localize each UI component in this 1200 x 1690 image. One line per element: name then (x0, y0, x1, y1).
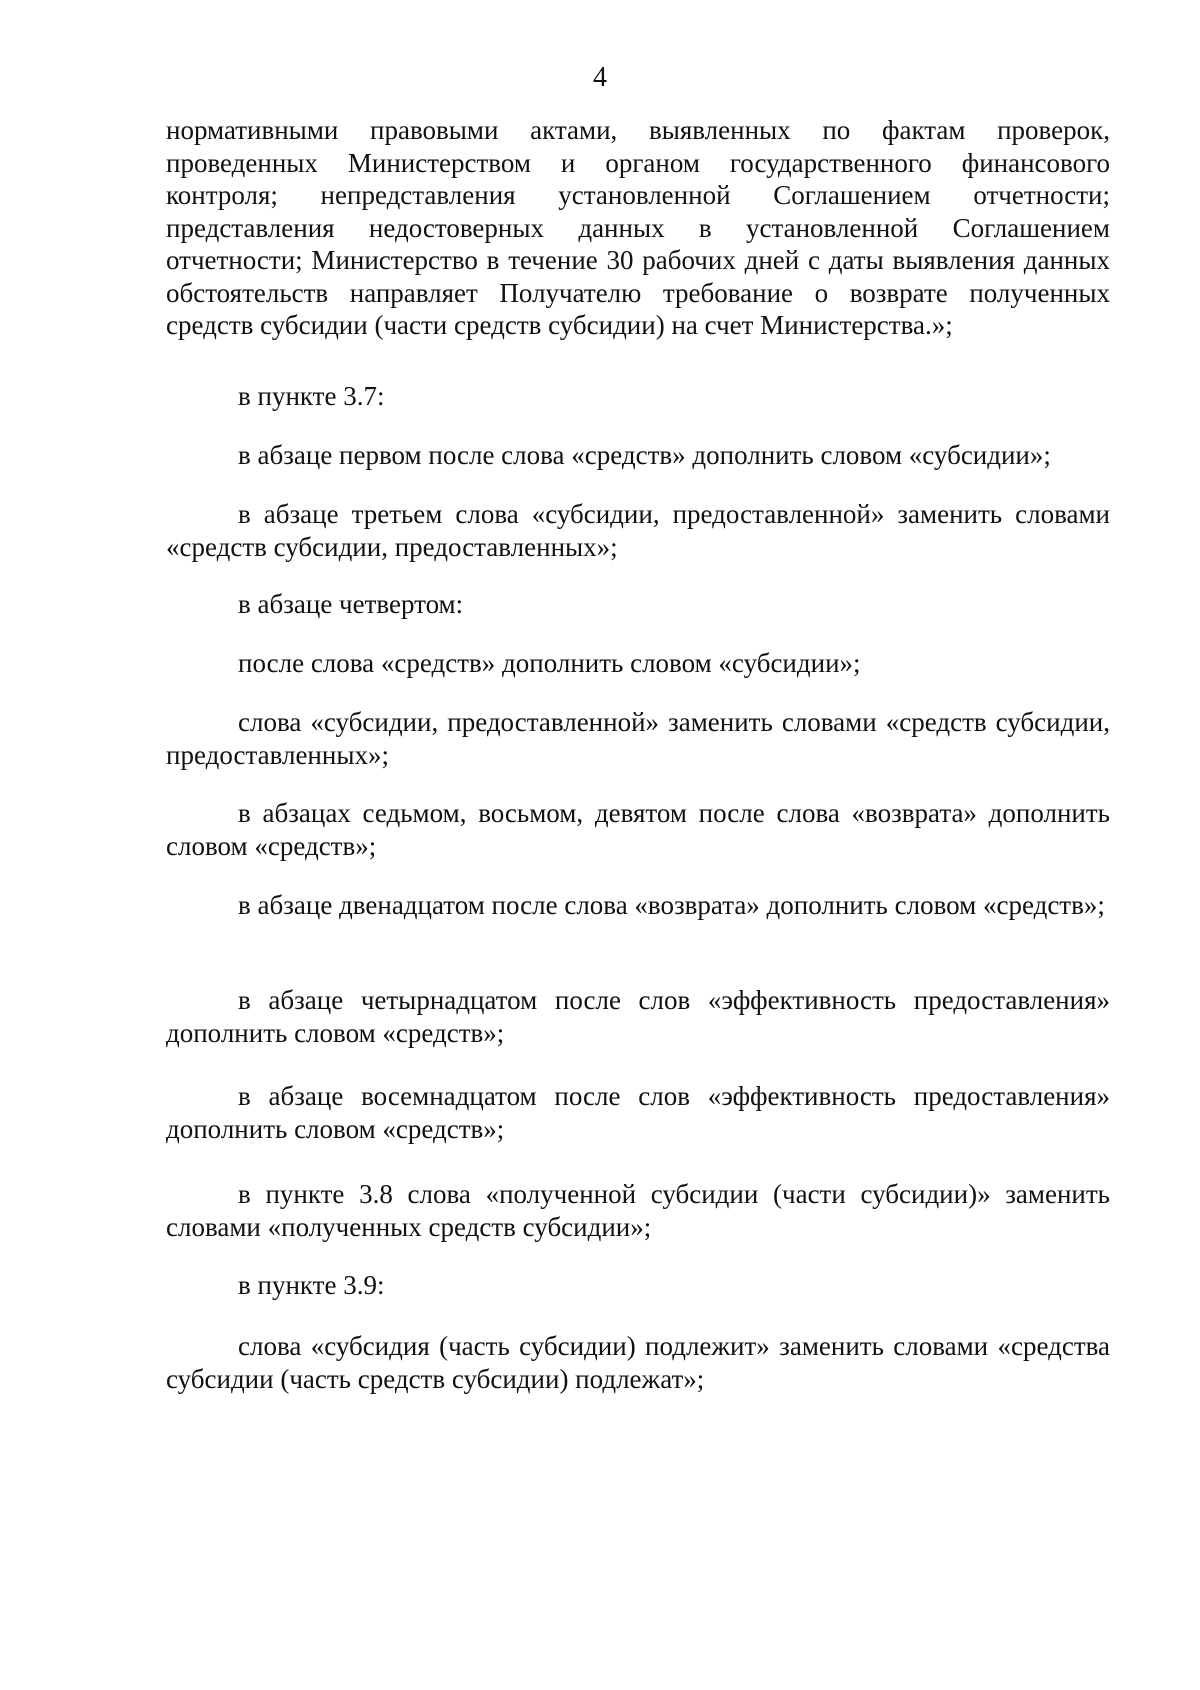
paragraph-subsidy-replace: слова «субсидия (часть субсидии) подлежит» заменить словами «средства субсидии (часть средств субсидии) подлежат»; (166, 1331, 1110, 1394)
opening-paragraph: нормативными правовыми актами, выявленных по фактам проверок, проведенных Министерством и органом государственного финансового контроля; непредставления установленной Соглашением отчетности; представления недостоверных данных в установленной Соглашением отчетности; Министерство в течение 30 рабочих дней с даты выявления данных обстоятельств направляет Получателю требование о возврате полученных средств субсидии (части средств субсидии) на счет Министерства.»; (166, 115, 1110, 340)
paragraph-point-3-7: в пункте 3.7: (238, 381, 385, 411)
paragraph-abzac-first: в абзаце первом после слова «средств» дополнить словом «субсидии»; (238, 440, 1051, 470)
paragraph-abzacs-7-8-9: в абзацах седьмом, восьмом, девятом после слова «возврата» дополнить словом «средств»; (166, 798, 1110, 861)
paragraph-after-word-sredstv: после слова «средств» дополнить словом «субсидии»; (238, 648, 861, 678)
paragraph-point-3-8: в пункте 3.8 слова «полученной субсидии (части субсидии)» заменить словами «полученных средств субсидии»; (166, 1179, 1110, 1242)
paragraph-point-3-9: в пункте 3.9: (238, 1270, 385, 1300)
paragraph-abzac-fourth: в абзаце четвертом: (238, 589, 464, 619)
paragraph-replace-words: слова «субсидии, предоставленной» заменить словами «средств субсидии, предоставленных»; (166, 707, 1110, 770)
paragraph-abzac-fourteenth: в абзаце четырнадцатом после слов «эффективность предоставления» дополнить словом «средств»; (166, 985, 1110, 1048)
paragraph-abzac-twelfth: в абзаце двенадцатом после слова «возврата» дополнить словом «средств»; (238, 890, 1105, 920)
paragraph-abzac-eighteenth: в абзаце восемнадцатом после слов «эффективность предоставления» дополнить словом «средств»; (166, 1081, 1110, 1144)
paragraph-abzac-third: в абзаце третьем слова «субсидии, предоставленной» заменить словами «средств субсидии, предоставленных»; (166, 499, 1110, 562)
page-number: 4 (593, 62, 607, 93)
